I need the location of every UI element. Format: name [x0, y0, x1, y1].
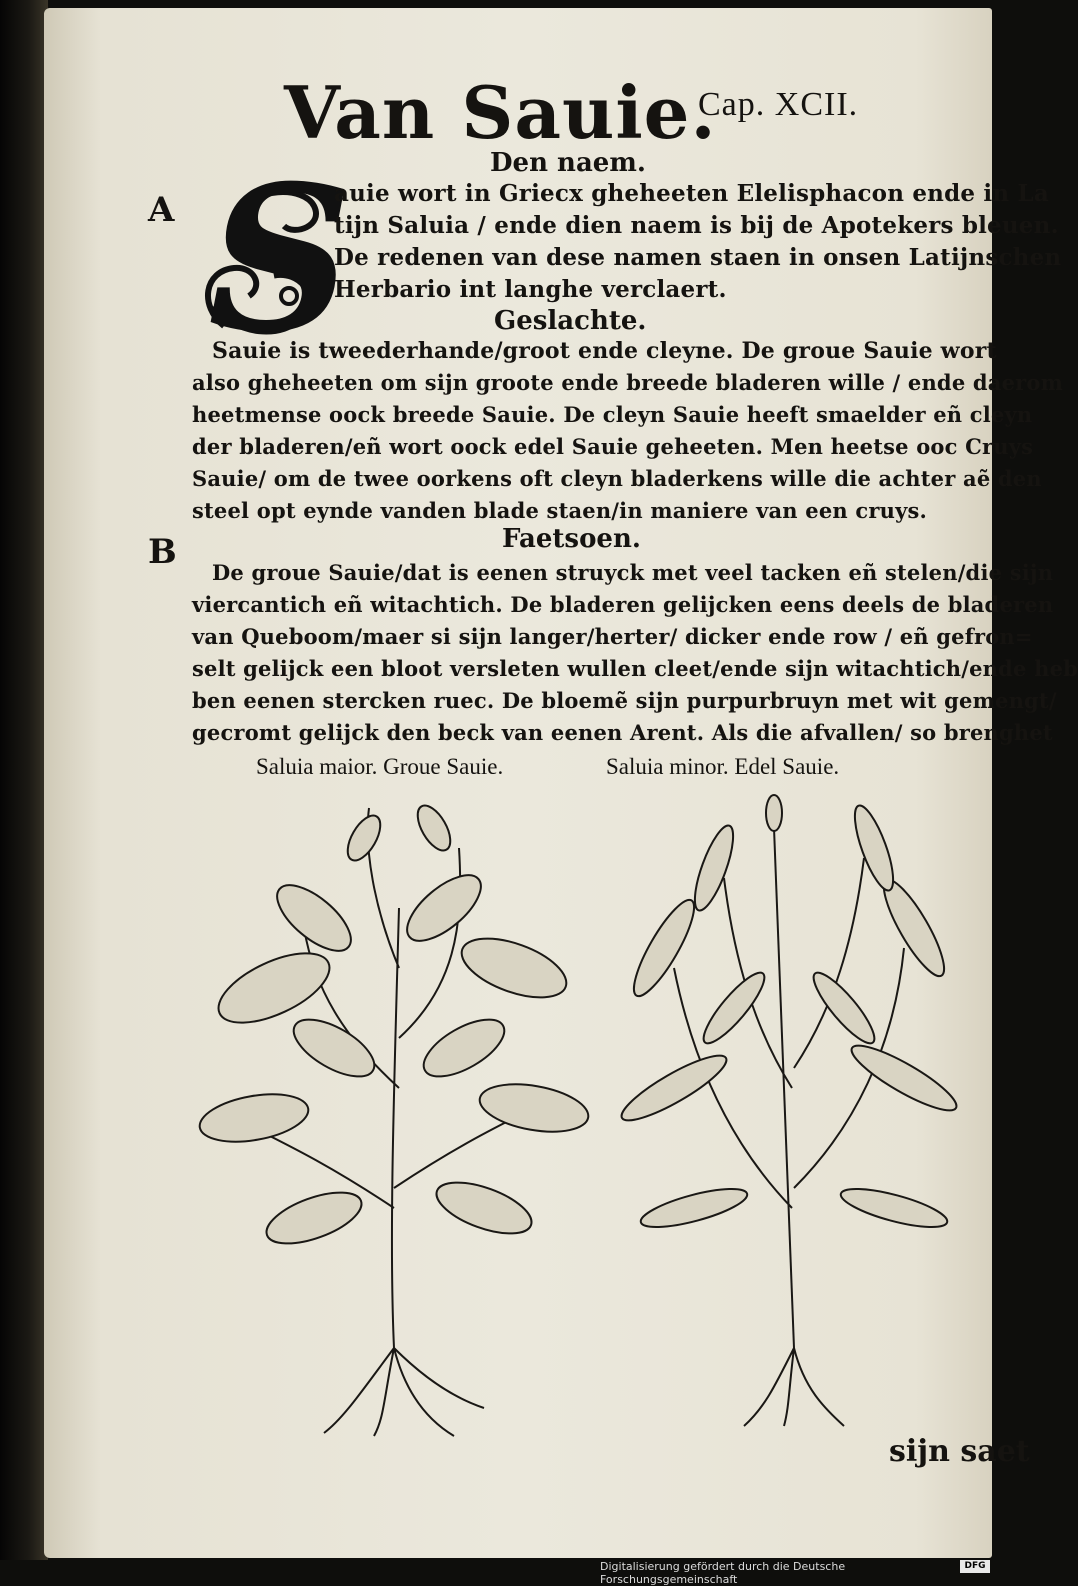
dfg-logo: DFG: [960, 1560, 990, 1573]
footer-bar: [600, 1558, 1000, 1586]
book-page: [44, 8, 1078, 1558]
text-line: Herbario int langhe verclaert.: [334, 276, 727, 303]
text-line: tijn Saluia / ende dien naem is bij de Apotekers bleuen.: [334, 212, 1059, 239]
text-line: Sauie/ om de twee oorkens oft cleyn bladerkens wille die achter aẽ den: [192, 466, 1042, 491]
text-line: van Queboom/maer si sijn langer/herter/ dicker ende row / eñ gefron=: [192, 624, 1033, 649]
saluia-maior-woodcut-icon: [194, 788, 594, 1438]
text-line: steel opt eynde vanden blade staen/in maniere van een cruys.: [192, 498, 928, 523]
text-line: auie wort in Griecx gheheeten Elelisphacon ende in La: [334, 180, 1049, 207]
decorated-initial: [194, 142, 354, 377]
figure-caption-saluia-minor: Saluia minor. Edel Sauie.: [606, 754, 840, 779]
margin-letter-a: A: [148, 190, 175, 230]
margin-letter-b: B: [148, 532, 177, 572]
section-heading-geslachte: Geslachte.: [494, 306, 647, 336]
footer-funding-text: Digitalisierung gefördert durch die Deutsche Forschungsgemeinschaft: [600, 1560, 846, 1586]
book-binding: [0, 0, 48, 1560]
section-heading-den-naem: Den naem.: [490, 148, 646, 178]
text-line: Sauie is tweederhande/groot ende cleyne. De groue Sauie wort: [212, 338, 997, 364]
text-line: viercantich eñ witachtich. De bladeren gelijcken eens deels de bladeren: [192, 592, 1054, 617]
text-line: der bladeren/eñ wort oock edel Sauie geheeten. Men heetse ooc Cruys: [192, 434, 1034, 459]
dropcap-letter: S: [208, 142, 353, 377]
catchword: sijn saet: [889, 1434, 1030, 1469]
page-title: Van Sauie.: [284, 70, 717, 155]
text-line: gecromt gelijck den beck van eenen Arent. Als die afvallen/ so brenghet: [192, 720, 1053, 745]
chapter-number: Cap. XCII.: [698, 86, 859, 123]
text-line: De groue Sauie/dat is eenen struyck met veel tacken eñ stelen/die sijn: [212, 560, 1054, 585]
saluia-minor-woodcut-icon: [604, 788, 974, 1428]
text-line: De redenen van dese namen staen in onsen Latijnschen: [334, 244, 1062, 271]
text-line: ben eenen stercken ruec. De bloemẽ sijn purpurbruyn met wit gemengt/: [192, 688, 1057, 713]
section-heading-faetsoen: Faetsoen.: [502, 524, 641, 554]
figure-caption-saluia-maior: Saluia maior. Groue Sauie.: [256, 754, 504, 779]
text-line: selt gelijck een bloot versleten wullen cleet/ende sijn witachtich/ende heb: [192, 656, 1078, 681]
text-line: heetmense oock breede Sauie. De cleyn Sauie heeft smaelder eñ cleyn: [192, 402, 1033, 427]
text-line: also gheheeten om sijn groote ende breede bladeren wille / ende daerom: [192, 370, 1064, 395]
